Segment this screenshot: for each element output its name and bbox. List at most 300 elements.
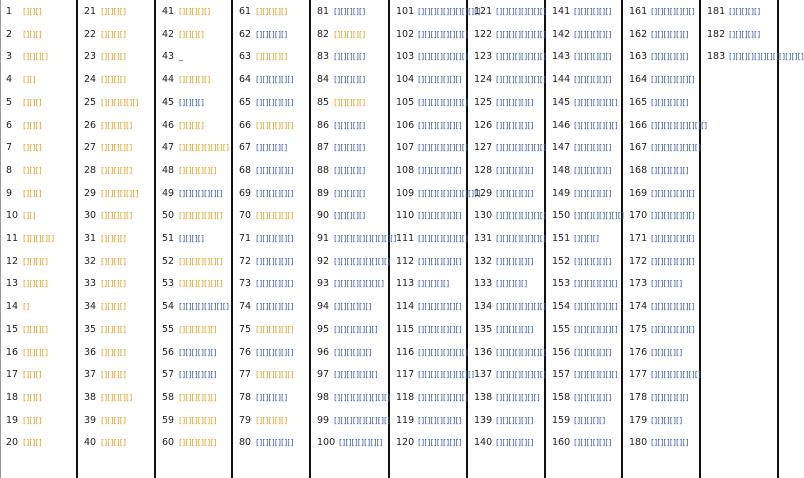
item-label: [][][][][][] xyxy=(574,165,612,175)
list-item xyxy=(552,384,626,406)
item-number: 122 xyxy=(474,28,493,40)
item-label: [][][] xyxy=(23,143,42,153)
list-item xyxy=(317,202,387,224)
list-item xyxy=(474,134,548,156)
item-label: [][][][][][] xyxy=(179,392,217,402)
item-label: [][][][][][] xyxy=(574,438,612,448)
item-number: 58 xyxy=(162,391,175,403)
item-number: 109 xyxy=(396,187,415,199)
item-label: [][][][][][][][] xyxy=(418,234,468,243)
item-label: [][][][][][] xyxy=(256,370,294,380)
list-item xyxy=(474,202,548,224)
list-item xyxy=(396,429,470,451)
item-label: [][][][][][][] xyxy=(418,75,462,85)
list-item xyxy=(396,43,470,65)
list-item xyxy=(239,21,309,43)
item-number: 35 xyxy=(84,323,97,335)
list-item xyxy=(474,316,548,338)
item-label: _ xyxy=(179,52,183,62)
list-item xyxy=(162,316,232,338)
item-number: 123 xyxy=(474,51,493,63)
item-number: 66 xyxy=(239,119,252,131)
list-item xyxy=(317,66,387,88)
item-number: 137 xyxy=(474,369,493,381)
item-number: 43 xyxy=(162,51,175,63)
item-number: 150 xyxy=(552,210,571,222)
item-number: 180 xyxy=(629,437,648,449)
item-number: 143 xyxy=(552,51,571,63)
item-label: [][][][][] xyxy=(334,143,366,153)
item-number: 102 xyxy=(396,28,415,40)
list-item xyxy=(239,316,309,338)
item-number: 49 xyxy=(162,187,175,199)
list-item xyxy=(552,89,626,111)
list-item xyxy=(162,157,232,179)
item-number: 33 xyxy=(84,278,97,290)
item-number: 62 xyxy=(239,28,252,40)
item-number: 100 xyxy=(317,437,336,449)
item-number: 74 xyxy=(239,301,252,313)
list-item xyxy=(239,429,309,451)
list-item xyxy=(6,339,76,361)
item-number: 55 xyxy=(162,323,175,335)
item-number: 68 xyxy=(239,164,252,176)
list-item xyxy=(629,361,703,383)
list-item xyxy=(84,157,154,179)
list-item xyxy=(162,407,232,429)
list-item xyxy=(552,157,626,179)
item-label: [][][][][][][][] xyxy=(179,143,229,153)
list-item xyxy=(84,21,154,43)
item-label: [][][][][][][][][] xyxy=(334,392,391,402)
item-label: [][][][][][][][] xyxy=(418,29,468,39)
list-item xyxy=(317,429,387,451)
list-item xyxy=(6,429,76,451)
column-separator xyxy=(309,0,311,478)
list-item xyxy=(474,248,548,270)
item-label: [][][][] xyxy=(101,234,126,243)
list-item xyxy=(552,293,626,315)
list-item xyxy=(162,384,232,406)
item-number: 53 xyxy=(162,278,175,290)
item-label: [][][][][][] xyxy=(256,97,294,107)
item-number: 14 xyxy=(6,301,19,313)
list-item xyxy=(552,407,626,429)
item-number: 182 xyxy=(707,28,726,40)
item-number: 169 xyxy=(629,187,648,199)
item-label: [][][][][] xyxy=(256,415,288,425)
list-item xyxy=(474,89,548,111)
item-number: 52 xyxy=(162,255,175,267)
list-item xyxy=(552,270,626,292)
item-label: [][][][][][][] xyxy=(574,279,618,289)
item-label: [][] xyxy=(23,75,36,85)
item-label: [][][][][][] xyxy=(574,188,612,198)
item-number: 162 xyxy=(629,28,648,40)
item-label: [][][][][][] xyxy=(496,438,534,448)
item-number: 96 xyxy=(317,346,330,358)
list-item xyxy=(162,202,232,224)
item-number: 29 xyxy=(84,187,97,199)
item-label: [][][][] xyxy=(101,256,126,266)
item-label: [][][][][][][] xyxy=(334,324,378,334)
list-item xyxy=(317,225,397,247)
list-item xyxy=(317,180,387,202)
item-label: [][][][] xyxy=(23,256,48,266)
list-item xyxy=(6,89,76,111)
item-label: [][][][][] xyxy=(256,392,288,402)
list-item xyxy=(474,270,548,292)
item-number: 117 xyxy=(396,369,415,381)
item-number: 46 xyxy=(162,119,175,131)
item-number: 145 xyxy=(552,96,571,108)
item-label: [][][][][] xyxy=(179,75,211,85)
item-number: 174 xyxy=(629,301,648,313)
list-item xyxy=(162,180,232,202)
list-item xyxy=(629,270,703,292)
item-number: 172 xyxy=(629,255,648,267)
list-item xyxy=(396,112,470,134)
item-label: [][][][][] xyxy=(23,234,55,243)
item-number: 16 xyxy=(6,346,19,358)
item-number: 20 xyxy=(6,437,19,449)
list-item xyxy=(552,43,626,65)
list-item xyxy=(239,89,309,111)
item-label: [][][][][][][][][] xyxy=(651,120,708,130)
item-number: 59 xyxy=(162,414,175,426)
item-label: [][][][][] xyxy=(334,29,366,39)
list-item xyxy=(317,248,391,270)
list-item xyxy=(317,361,387,383)
list-item xyxy=(84,316,154,338)
item-label: [][][][][][][] xyxy=(418,324,462,334)
list-item xyxy=(629,248,703,270)
item-label: [][][][][][] xyxy=(179,165,217,175)
item-label: [][][][][][][][] xyxy=(418,97,468,107)
item-number: 44 xyxy=(162,74,175,86)
list-item xyxy=(707,43,804,65)
list-item xyxy=(239,134,309,156)
item-label: [][][] xyxy=(23,438,42,448)
column-7 xyxy=(474,0,548,478)
list-item xyxy=(629,66,703,88)
item-number: 73 xyxy=(239,278,252,290)
item-label: [][][][][][][] xyxy=(651,188,695,198)
item-number: 31 xyxy=(84,233,97,244)
list-item xyxy=(474,0,548,20)
item-number: 83 xyxy=(317,51,330,63)
list-item xyxy=(6,21,76,43)
list-item xyxy=(552,66,626,88)
item-label: [][][][][][] xyxy=(651,97,689,107)
item-label: [][][][][][] xyxy=(334,302,372,312)
item-number: 124 xyxy=(474,74,493,86)
list-item xyxy=(239,270,309,292)
item-number: 75 xyxy=(239,323,252,335)
item-label: [][][] xyxy=(23,188,42,198)
item-label: [][][][][] xyxy=(334,188,366,198)
item-label: [][][][][][][][] xyxy=(496,302,546,312)
item-number: 87 xyxy=(317,142,330,154)
item-number: 106 xyxy=(396,119,415,131)
item-label: [][][][][][][][][][] xyxy=(418,188,481,198)
item-number: 4 xyxy=(6,74,13,86)
item-number: 170 xyxy=(629,210,648,222)
list-item xyxy=(84,225,154,247)
item-number: 183 xyxy=(707,51,726,63)
item-label: [][][][][] xyxy=(729,29,761,39)
item-label: [][][][][] xyxy=(651,279,683,289)
item-label: [][][][][][] xyxy=(651,165,689,175)
item-label: [][][][][][][] xyxy=(418,165,462,175)
item-label: [][][][][][][][] xyxy=(496,52,546,62)
item-label: [][][][][][] xyxy=(651,29,689,39)
item-number: 70 xyxy=(239,210,252,222)
item-label: [][][][][] xyxy=(256,52,288,62)
item-label: [][][][][][][] xyxy=(418,120,462,130)
item-label: [][][][][][] xyxy=(256,279,294,289)
item-label: [][][][][][][][] xyxy=(418,143,468,153)
item-number: 27 xyxy=(84,142,97,154)
list-item xyxy=(162,89,232,111)
item-label: [][][][][] xyxy=(101,165,133,175)
item-number: 34 xyxy=(84,301,97,313)
list-item xyxy=(629,89,703,111)
list-item xyxy=(629,21,703,43)
item-label: [][][][][] xyxy=(651,415,683,425)
item-number: 112 xyxy=(396,255,415,267)
list-item xyxy=(6,293,76,315)
list-item xyxy=(552,248,626,270)
item-label: [][][][][][] xyxy=(256,302,294,312)
list-item xyxy=(317,21,387,43)
item-label: [][][][][][][] xyxy=(651,211,695,221)
list-item xyxy=(162,43,232,65)
item-number: 90 xyxy=(317,210,330,222)
item-label: [][][][][][] xyxy=(256,347,294,357)
item-number: 76 xyxy=(239,346,252,358)
item-number: 82 xyxy=(317,28,330,40)
item-number: 92 xyxy=(317,255,330,267)
item-label: [][][][][][][] xyxy=(651,256,695,266)
item-number: 105 xyxy=(396,96,415,108)
list-item xyxy=(317,316,387,338)
item-number: 156 xyxy=(552,346,571,358)
item-label: [][][][] xyxy=(179,234,204,243)
list-item xyxy=(84,339,154,361)
item-label: [][][][][][] xyxy=(101,188,139,198)
item-label: [][][][][] xyxy=(101,392,133,402)
item-label: [][][][][][] xyxy=(574,29,612,39)
item-number: 45 xyxy=(162,96,175,108)
item-number: 88 xyxy=(317,164,330,176)
column-separator xyxy=(154,0,156,478)
list-item xyxy=(474,157,548,179)
item-number: 128 xyxy=(474,164,493,176)
list-item xyxy=(396,134,470,156)
item-number: 171 xyxy=(629,233,648,244)
item-number: 24 xyxy=(84,74,97,86)
list-item xyxy=(396,339,470,361)
item-number: 78 xyxy=(239,391,252,403)
column-separator xyxy=(777,0,779,478)
item-number: 148 xyxy=(552,164,571,176)
item-label: [][][][][][][] xyxy=(651,234,695,243)
item-number: 176 xyxy=(629,346,648,358)
list-item xyxy=(317,89,387,111)
item-label: [][][][][] xyxy=(651,347,683,357)
item-number: 81 xyxy=(317,6,330,17)
list-item xyxy=(396,384,470,406)
list-item xyxy=(162,134,232,156)
list-item xyxy=(396,66,470,88)
item-label: [][][] xyxy=(23,120,42,130)
list-item xyxy=(84,43,154,65)
item-label: [][][][][] xyxy=(101,143,133,153)
list-item xyxy=(317,339,387,361)
item-label: [][][][][][] xyxy=(256,165,294,175)
item-label: [][][][][][] xyxy=(256,188,294,198)
item-label: [][][][][] xyxy=(179,7,211,16)
item-number: 152 xyxy=(552,255,571,267)
list-item xyxy=(552,134,626,156)
item-number: 104 xyxy=(396,74,415,86)
item-label: [][][][][][][] xyxy=(574,370,618,380)
item-label: [][][][][][] xyxy=(496,324,534,334)
item-number: 50 xyxy=(162,210,175,222)
list-item xyxy=(552,429,626,451)
item-number: 47 xyxy=(162,142,175,154)
item-number: 173 xyxy=(629,278,648,290)
item-number: 22 xyxy=(84,28,97,40)
item-label: [][][][][][][][] xyxy=(496,29,546,39)
item-number: 157 xyxy=(552,369,571,381)
item-label: [][] xyxy=(23,211,36,221)
item-number: 129 xyxy=(474,187,493,199)
item-number: 135 xyxy=(474,323,493,335)
column-9 xyxy=(629,0,708,478)
item-number: 153 xyxy=(552,278,571,290)
item-label: [][][] xyxy=(23,370,42,380)
item-number: 12 xyxy=(6,255,19,267)
item-number: 131 xyxy=(474,233,493,244)
list-item xyxy=(84,180,154,202)
item-label: [][][][][][][][] xyxy=(179,302,229,312)
item-label: [][][][][][] xyxy=(574,392,612,402)
item-label: [][][][][][] xyxy=(651,438,689,448)
item-number: 142 xyxy=(552,28,571,40)
item-label: [][][][][][][] xyxy=(418,256,462,266)
item-label: [][][][] xyxy=(23,324,48,334)
list-item xyxy=(6,248,76,270)
item-number: 48 xyxy=(162,164,175,176)
list-item xyxy=(629,157,703,179)
item-number: 11 xyxy=(6,233,19,244)
list-item xyxy=(552,316,626,338)
item-number: 116 xyxy=(396,346,415,358)
item-number: 37 xyxy=(84,369,97,381)
item-number: 164 xyxy=(629,74,648,86)
item-number: 30 xyxy=(84,210,97,222)
item-number: 113 xyxy=(396,278,415,290)
list-item xyxy=(317,0,387,20)
item-label: [][][][][][][] xyxy=(418,211,462,221)
item-number: 80 xyxy=(239,437,252,449)
item-number: 154 xyxy=(552,301,571,313)
list-item xyxy=(239,384,309,406)
item-label: [][][][][] xyxy=(256,29,288,39)
item-label: [][][][][][] xyxy=(256,256,294,266)
item-label: [] xyxy=(23,302,30,312)
item-label: [][][][][][] xyxy=(179,347,217,357)
item-label: [][][] xyxy=(23,415,42,425)
column-5 xyxy=(317,0,397,478)
item-label: [][][][][][] xyxy=(574,52,612,62)
list-item xyxy=(6,361,76,383)
list-item xyxy=(552,225,626,247)
list-item xyxy=(552,112,626,134)
item-label: [][][][][][][] xyxy=(334,370,378,380)
item-label: [][][][][] xyxy=(101,120,133,130)
list-item xyxy=(396,89,470,111)
item-label: [][][][][] xyxy=(418,279,450,289)
item-number: 93 xyxy=(317,278,330,290)
item-number: 167 xyxy=(629,142,648,154)
column-6 xyxy=(396,0,481,478)
list-item xyxy=(6,407,76,429)
item-number: 42 xyxy=(162,28,175,40)
list-item xyxy=(629,134,703,156)
item-label: [][][][][][][][] xyxy=(496,211,546,221)
list-item xyxy=(474,66,548,88)
column-2 xyxy=(84,0,154,478)
list-item xyxy=(84,0,154,20)
item-label: [][][][][][] xyxy=(574,143,612,153)
item-label: [][][][] xyxy=(101,7,126,16)
item-number: 111 xyxy=(396,233,415,244)
list-item xyxy=(396,407,470,429)
item-number: 139 xyxy=(474,414,493,426)
item-number: 130 xyxy=(474,210,493,222)
list-item xyxy=(629,293,703,315)
item-number: 86 xyxy=(317,119,330,131)
list-item xyxy=(162,0,232,20)
list-item xyxy=(162,293,232,315)
item-label: [][][] xyxy=(23,7,42,16)
item-label: [][][][] xyxy=(23,347,48,357)
list-item xyxy=(239,339,309,361)
list-item xyxy=(239,202,309,224)
item-label: [][][][][][][][] xyxy=(418,52,468,62)
item-label: [][][][] xyxy=(101,29,126,39)
item-label: [][][][][] xyxy=(334,165,366,175)
item-number: 165 xyxy=(629,96,648,108)
list-item xyxy=(84,361,154,383)
item-label: [][][][][] xyxy=(256,143,288,153)
item-number: 2 xyxy=(6,28,13,40)
item-label: [][][][] xyxy=(101,324,126,334)
item-label: [][][][][][][] xyxy=(651,302,695,312)
item-number: 120 xyxy=(396,437,415,449)
item-label: [][][][][][][] xyxy=(339,438,383,448)
item-number: 36 xyxy=(84,346,97,358)
item-label: [][][][][] xyxy=(496,279,528,289)
item-number: 155 xyxy=(552,323,571,335)
column-4 xyxy=(239,0,309,478)
item-number: 13 xyxy=(6,278,19,290)
item-label: [][][][][] xyxy=(729,7,761,16)
item-label: [][][][][][] xyxy=(334,347,372,357)
